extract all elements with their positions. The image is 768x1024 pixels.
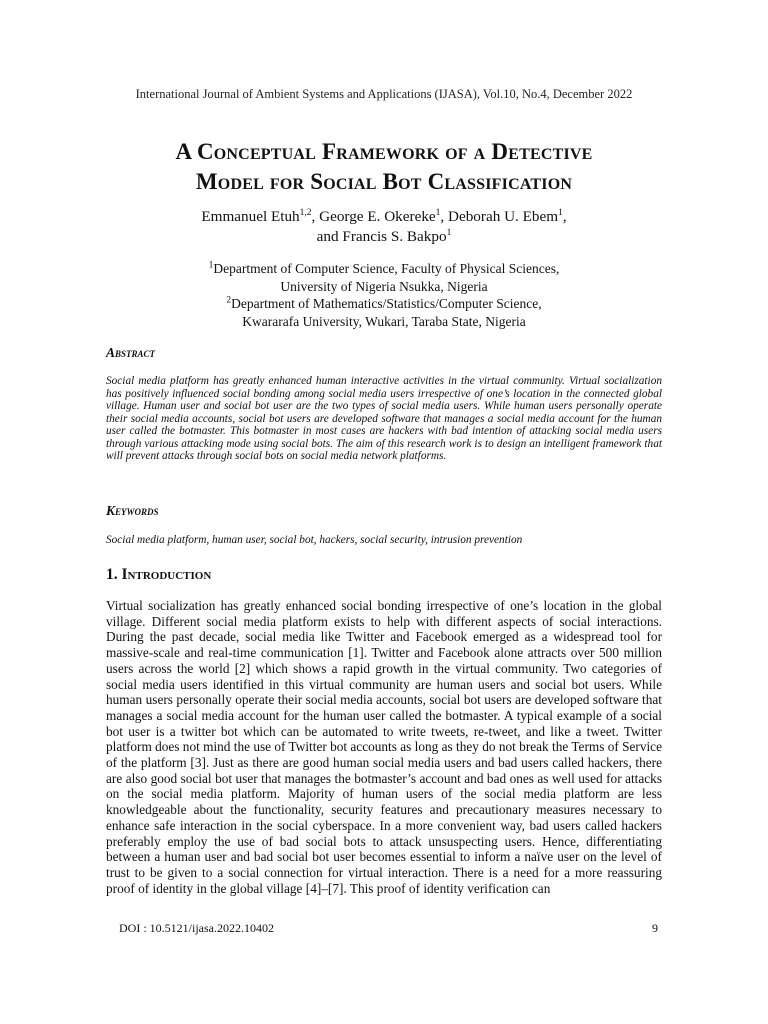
author-affil-mark: 1,2 [299,207,312,218]
abstract-text: Social media platform has greatly enhanced human interactive activities in the virtual community. Virtual socialization has positively influenced social bonding among social media users irrespective of one’s location in the connected global village. Human user and social bot user are the two types of social media users. While human users personally operate their social media accounts, social bot users are developed software that manages a social media account for the human user called the botmaster. This botmaster in most cases are hackers with bad intention of attacking social media users through various attacking mode using social bots. The aim of this research work is to design an intelligent framework that will prevent attacks through social bots on social media network platforms. [106,375,662,462]
affil-line: Kwararafa University, Wukari, Taraba State, Nigeria [242,313,526,329]
affil-line: Department of Mathematics/Statistics/Computer Science, [231,296,542,312]
abstract-heading: Abstract [106,345,156,360]
paper-title [60,137,708,197]
author-name: , George E. Okereke [311,208,436,225]
author-affil-mark: 1 [446,227,452,238]
affil-line: University of Nigeria Nsukka, Nigeria [280,278,488,294]
title-line-1: A Conceptual Framework of a Detective [175,139,593,164]
author-affil-mark: 1 [558,207,563,218]
author-name: Emmanuel Etuh [201,208,300,225]
affiliations [80,260,688,330]
keywords-text: Social media platform, human user, social bot, hackers, social security, intrusion prevention [106,534,523,546]
running-head: International Journal of Ambient Systems and Applications (IJASA), Vol.10, No.4, December 2022 [135,87,633,101]
author-list [80,207,688,247]
author-name: , Deborah U. Ebem [440,208,559,225]
introduction-heading: 1. Introduction [106,566,212,583]
keywords-heading: Keywords [106,503,159,518]
affil-mark: 2 [226,295,232,306]
author-affil-mark: 1 [435,207,441,218]
affil-mark: 1 [208,260,214,271]
author-separator: , [562,208,567,225]
title-line-2: Model for Social Bot Classification [195,169,573,194]
doi-footer: DOI : 10.5121/ijasa.2022.10402 [119,921,274,935]
author-name: and Francis S. Bakpo [316,228,447,245]
introduction-text: Virtual socialization has greatly enhanced social bonding irrespective of one’s location in the global village. Different social media platform exists to help with different aspects of social interactions. During the past decade, social media like Twitter and Facebook emerged as a widespread tool for massive-scale and real-time communication [1]. Twitter and Facebook alone attracts over 500 million users across the world [2] which shows a rapid growth in the virtual community. Two categories of social media users identified in this virtual community are human users and social bot users. While human users personally operate their social media accounts, social bot users are developed software that manages a social media account for the human user called the botmaster. A typical example of a social bot user is a twitter bot which can be automated to write tweets, re-tweet, and like a tweet. Twitter platform does not mind the use of Twitter bot accounts as long as they do not break the Terms of Service of the platform [3]. Just as there are good human social media users and bad users called hackers, there are also good social bot user that manages the botmaster’s account and bad ones as well used for attacks on the social media platform. Majority of human users of the social media platform are less knowledgeable about the functionality, security features and precautionary measures necessary to enhance safe interaction in the social cyberspace. In a more convenient way, bad users called hackers preferably employ the use of bad social bots to attack unsuspecting users. Hence, differentiating between a human user and bad social bot user becomes essential to inform a naïve user on the level of trust to be given to a social connection for virtual interaction. There is a need for a more reassuring proof of identity in the global village [4]–[7]. This proof of identity verification can [106,598,662,896]
page-number: 9 [652,921,658,935]
affil-line: Department of Computer Science, Faculty of Physical Sciences, [213,261,560,276]
